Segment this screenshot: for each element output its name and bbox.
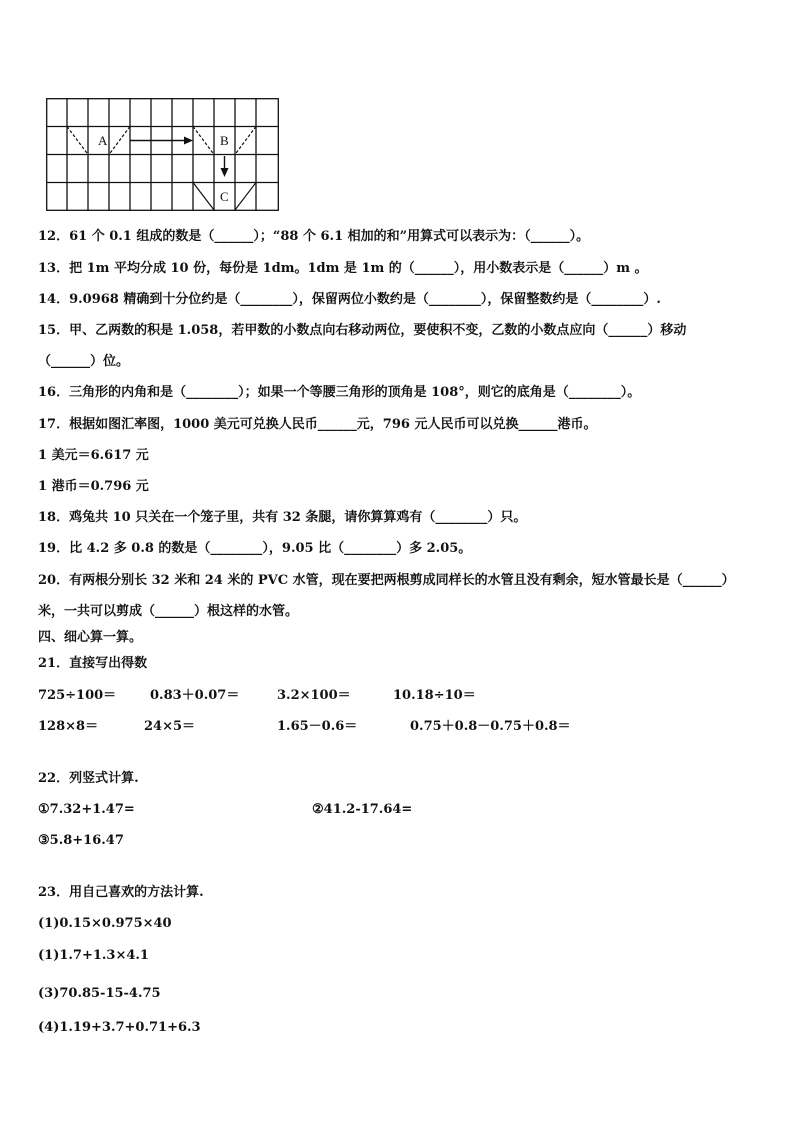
label-a: A [98, 133, 108, 148]
exchange-rate-hkd: 1 港币＝0.796 元 [38, 479, 149, 494]
calc-item: 1.65－0.6＝ [277, 719, 358, 734]
calc-expression: (1)0.15×0.975×40 [38, 916, 172, 931]
question-12: 12．61 个 0.1 组成的数是（______）；“88 个 6.1 相加的和”用算式可以表示为：（______）。 [38, 229, 590, 244]
question-16: 16．三角形的内角和是（________）；如果一个等腰三角形的顶角是 108°，则它的底角是（________）。 [38, 385, 641, 400]
question-15-line2: （______）位。 [38, 354, 130, 369]
label-c: C [220, 189, 229, 204]
calc-item: 0.83＋0.07＝ [150, 688, 240, 703]
vertical-calc-item: ①7.32+1.47= [38, 802, 135, 817]
question-19: 19．比 4.2 多 0.8 的数是（________），9.05 比（________）多 2.05。 [38, 541, 472, 556]
section-4-heading: 四、细心算一算。 [38, 630, 143, 645]
calc-item: 3.2×100＝ [277, 688, 351, 703]
calc-item: 10.18÷10＝ [393, 688, 476, 703]
vertical-calc-item: ②41.2-17.64= [312, 802, 413, 817]
arrow-right [130, 137, 193, 145]
calc-expression: (3)70.85-15-4.75 [38, 986, 161, 1001]
question-20-line2: 米，一共可以剪成（______）根这样的水管。 [38, 604, 299, 619]
calc-item: 128×8＝ [38, 719, 99, 734]
question-23: 23．用自己喜欢的方法计算. [38, 885, 204, 900]
question-15-line1: 15．甲、乙两数的积是 1.058，若甲数的小数点向右移动两位，要使积不变，乙数的小数点应向（______）移动 [38, 323, 687, 338]
calc-expression: (4)1.19+3.7+0.71+6.3 [38, 1020, 201, 1035]
question-18: 18．鸡兔共 10 只关在一个笼子里，共有 32 条腿，请你算算鸡有（________）只。 [38, 510, 527, 525]
arrow-down [221, 156, 229, 177]
question-17: 17．根据如图汇率图，1000 美元可兑换人民币______元，796 元人民币可以兑换______港币。 [38, 417, 597, 432]
grid-figure [46, 98, 279, 211]
calc-item: 24×5＝ [144, 719, 196, 734]
calc-item: 0.75＋0.8－0.75＋0.8＝ [410, 719, 571, 734]
label-b: B [220, 133, 229, 148]
calc-expression: (1)1.7+1.3×4.1 [38, 948, 149, 963]
question-21: 21．直接写出得数 [38, 656, 148, 671]
exchange-rate-usd: 1 美元＝6.617 元 [38, 448, 149, 463]
question-22: 22．列竖式计算. [38, 771, 139, 786]
question-13: 13．把 1m 平均分成 10 份，每份是 1dm。1dm 是 1m 的（______），用小数表示是（______）m 。 [38, 261, 648, 276]
question-14: 14．9.0968 精确到十分位约是（________），保留两位小数约是（________），保留整数约是（________）. [38, 292, 661, 307]
vertical-calc-item: ③5.8+16.47 [38, 833, 124, 848]
calc-item: 725÷100＝ [38, 688, 117, 703]
question-20-line1: 20．有两根分别长 32 米和 24 米的 PVC 水管，现在要把两根剪成同样长的水管且没有剩余，短水管最长是（______） [38, 573, 735, 588]
